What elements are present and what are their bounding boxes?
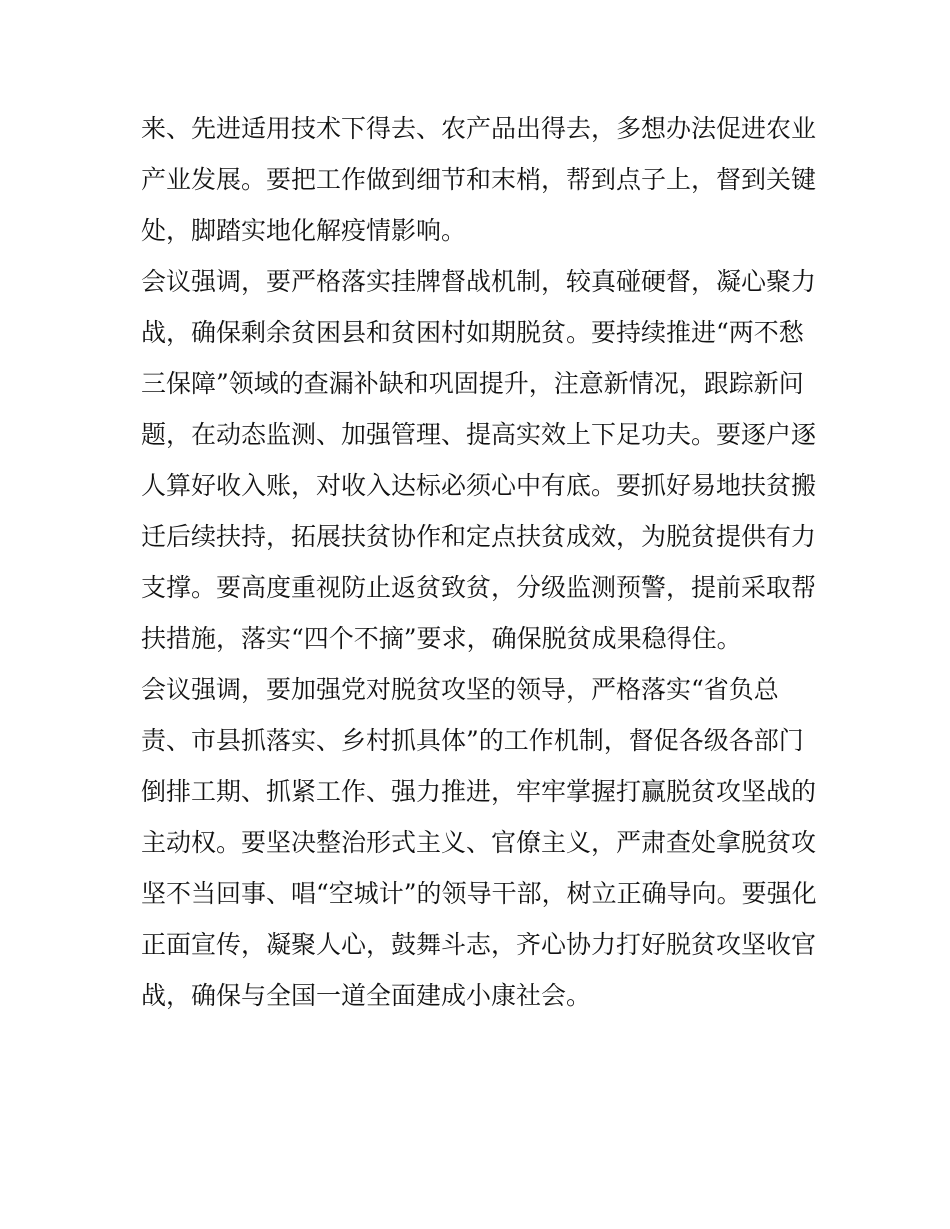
text-line: 会议强调，要严格落实挂牌督战机制，较真碰硬督，凝心聚力 (141, 267, 817, 296)
text-line: 迁后续扶持，拓展扶贫协作和定点扶贫成效，为脱贫提供有力 (141, 522, 817, 551)
text-line: 题，在动态监测、加强管理、提高实效上下足功夫。要逐户逐 (141, 420, 817, 449)
text-line: 来、先进适用技术下得去、农产品出得去，多想办法促进农业 (141, 114, 817, 143)
text-line: 人算好收入账，对收入达标必须心中有底。要抓好易地扶贫搬 (141, 471, 817, 500)
text-line: 战，确保与全国一道全面建成小康社会。 (141, 981, 592, 1010)
text-line: 主动权。要坚决整治形式主义、官僚主义，严肃查处拿脱贫攻 (141, 828, 817, 857)
text-line: 处，脚踏实地化解疫情影响。 (141, 216, 467, 245)
text-line: 坚不当回事、唱“空城计”的领导干部，树立正确导向。要强化 (141, 879, 817, 908)
text-line: 扶措施，落实“四个不摘”要求，确保脱贫成果稳得住。 (141, 624, 742, 653)
text-line: 产业发展。要把工作做到细节和末梢，帮到点子上，督到关键 (141, 165, 817, 194)
text-line: 支撑。要高度重视防止返贫致贫，分级监测预警，提前采取帮 (141, 573, 817, 602)
text-line: 正面宣传，凝聚人心，鼓舞斗志，齐心协力打好脱贫攻坚收官 (141, 930, 817, 959)
text-line: 战，确保剩余贫困县和贫困村如期脱贫。要持续推进“两不愁 (141, 318, 804, 347)
text-line: 倒排工期、抓紧工作、强力推进，牢牢掌握打赢脱贫攻坚战的 (141, 777, 817, 806)
text-line: 会议强调，要加强党对脱贫攻坚的领导，严格落实“省负总 (141, 675, 779, 704)
text-line: 责、市县抓落实、乡村抓具体”的工作机制，督促各级各部门 (141, 726, 804, 755)
text-line: 三保障”领域的查漏补缺和巩固提升，注意新情况，跟踪新问 (141, 369, 804, 398)
